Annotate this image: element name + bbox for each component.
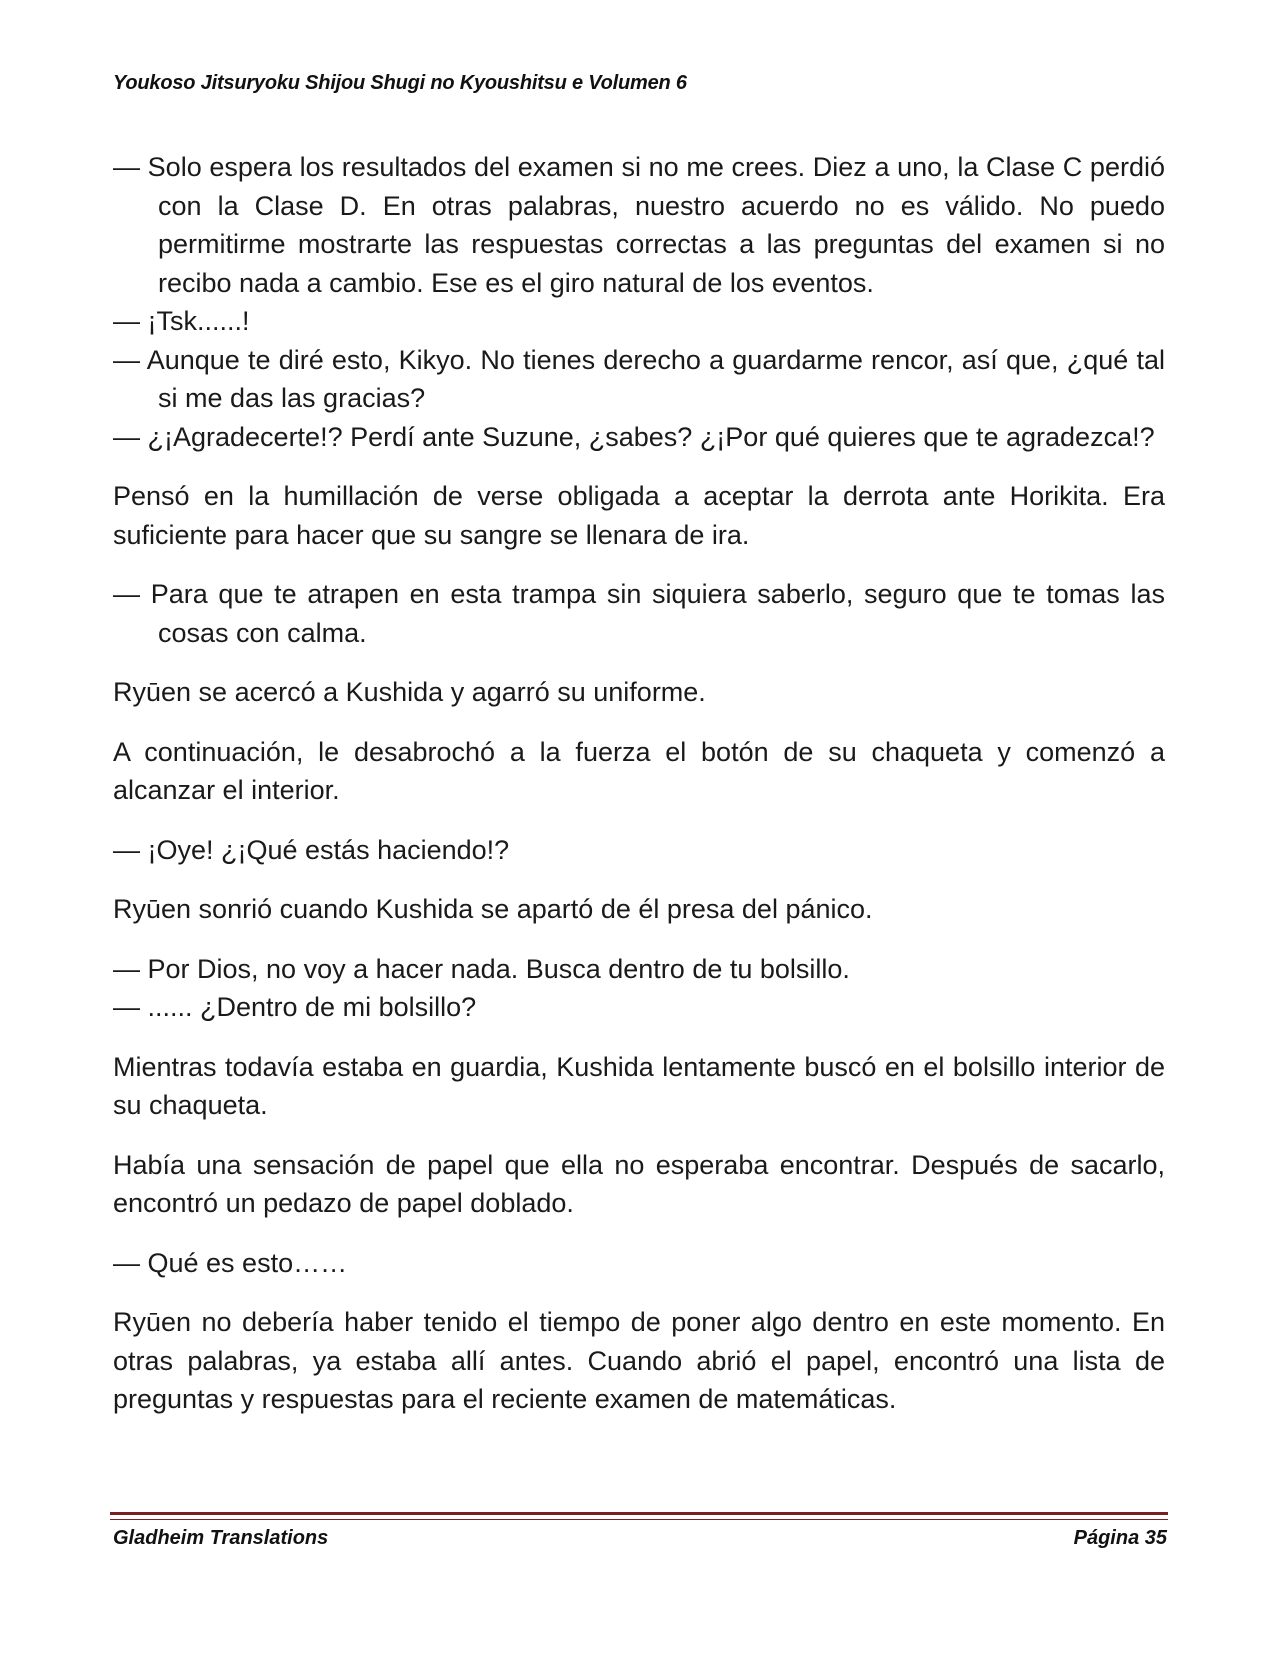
narration-paragraph: Mientras todavía estaba en guardia, Kushida lentamente buscó en el bolsillo interior de su chaqueta. xyxy=(113,1051,1165,1120)
page-number: Página 35 xyxy=(1073,1527,1167,1549)
dialogue-line: — Solo espera los resultados del examen si no me crees. Diez a uno, la Clase C perdió con la Clase D. En otras palabras, nuestro acuerdo no es válido. No puedo permitirme mostrarte las respuestas correctas a las preguntas del examen si no recibo nada a cambio. Ese es el giro natural de los eventos. xyxy=(113,152,1165,298)
dialogue-line: — Aunque te diré esto, Kikyo. No tienes derecho a guardarme rencor, así que, ¿qué tal si me das las gracias? xyxy=(113,344,1165,413)
narration-paragraph: Había una sensación de papel que ella no esperaba encontrar. Después de sacarlo, encontró un pedazo de papel doblado. xyxy=(113,1149,1165,1218)
running-header: Youkoso Jitsuryoku Shijou Shugi no Kyoushitsu e Volumen 6 xyxy=(113,72,687,94)
body-text xyxy=(113,148,1165,1419)
footer-publisher: Gladheim Translations xyxy=(113,1527,329,1549)
dialogue-line: — ¿¡Agradecerte!? Perdí ante Suzune, ¿sabes? ¿¡Por qué quieres que te agradezca!? xyxy=(113,421,1155,452)
dialogue-line: — ...... ¿Dentro de mi bolsillo? xyxy=(113,992,477,1022)
dialogue-line: — Qué es esto…… xyxy=(113,1247,348,1278)
dialogue-line: — Para que te atrapen en esta trampa sin siquiera saberlo, seguro que te tomas las cosas con calma. xyxy=(113,579,1165,648)
dialogue-line: — Por Dios, no voy a hacer nada. Busca dentro de tu bolsillo. xyxy=(113,953,850,984)
dialogue-line: — ¡Tsk......! xyxy=(113,306,250,336)
dialogue-line: — ¡Oye! ¿¡Qué estás haciendo!? xyxy=(113,834,510,865)
narration-paragraph: Ryūen no debería haber tenido el tiempo de poner algo dentro en este momento. En otras palabras, ya estaba allí antes. Cuando abrió el papel, encontró una lista de preguntas y respuestas para el reciente examen de matemáticas. xyxy=(113,1307,1165,1414)
narration-paragraph: Ryūen sonrió cuando Kushida se apartó de él presa del pánico. xyxy=(113,894,873,924)
narration-paragraph: Ryūen se acercó a Kushida y agarró su uniforme. xyxy=(113,677,706,707)
narration-paragraph: Pensó en la humillación de verse obligada a aceptar la derrota ante Horikita. Era suficiente para hacer que su sangre se llenara de ira. xyxy=(113,481,1165,550)
footer-divider xyxy=(110,1512,1168,1520)
narration-paragraph: A continuación, le desabrochó a la fuerza el botón de su chaqueta y comenzó a alcanzar el interior. xyxy=(113,736,1165,805)
